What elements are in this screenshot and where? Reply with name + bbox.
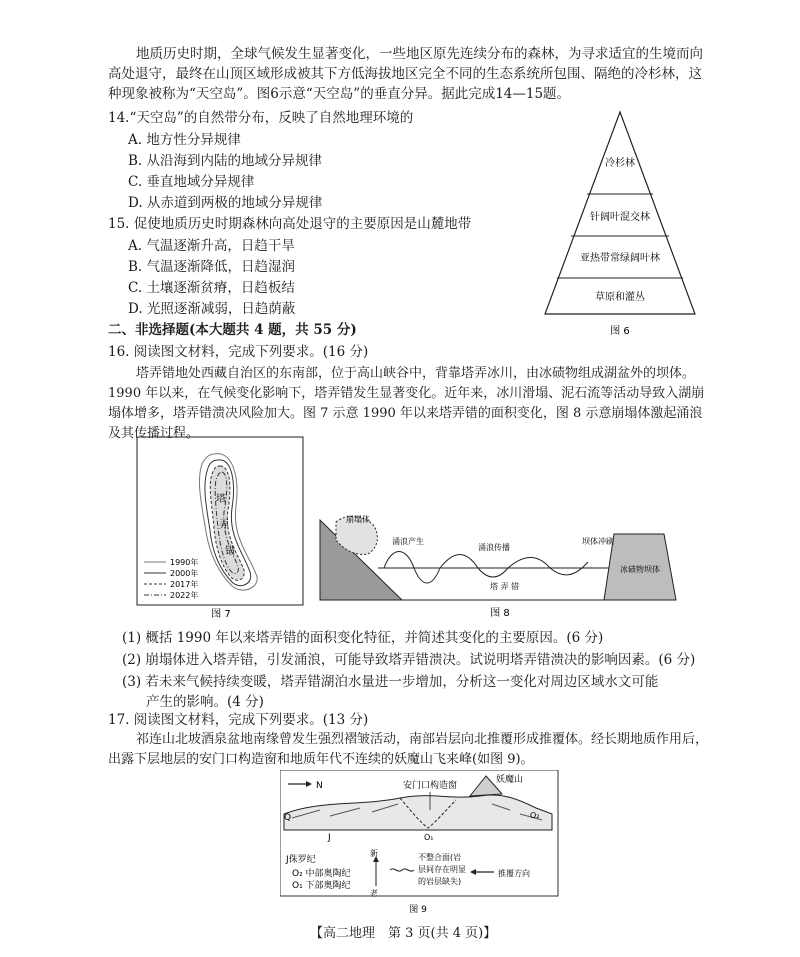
fig9-legend-thrust: 推覆方向 (498, 869, 530, 878)
fig9-legend-unconf-3: 的岩层缺失) (418, 877, 462, 886)
figure-8-surge-process (318, 510, 692, 620)
q16-sub-3b: 产生的影响。(4 分) (146, 694, 264, 710)
q14-option-d: D. 从赤道到两极的地域分异规律 (128, 195, 323, 211)
fig7-legend-2022: 2022年 (170, 591, 199, 600)
figure-6-sky-island (535, 108, 705, 340)
fig9-north: N (316, 781, 323, 791)
section-2-header: 二、非选择题(本大题共 4 题，共 55 分) (108, 322, 357, 338)
fig7-lake-char-3: 错 (225, 546, 235, 557)
fig9-legend-unconf-2: 层间存在明显 (418, 865, 466, 874)
fig9-o2: O₂ (530, 811, 540, 820)
fig8-label-impact: 坝体冲刷 (582, 537, 614, 546)
fig7-lake-char-2: 弄 (219, 520, 229, 531)
q16-sub-1: (1) 概括 1990 年以来塔弄错的面积变化特征，并简述其变化的主要原因。(6 分) (122, 630, 604, 646)
fig9-legend-new: 新 (370, 849, 378, 858)
fig6-zone-fir: 冷杉林 (605, 158, 635, 169)
q14-option-a: A. 地方性分异规律 (128, 132, 241, 148)
fig7-lake-char-1: 塔 (216, 494, 226, 505)
fig6-zone-evergreen: 亚热带常绿阔叶林 (580, 253, 660, 264)
fig9-legend-j: J侏罗纪 (286, 855, 316, 865)
fig9-legend-o1: O₁ 下部奥陶纪 (292, 881, 351, 891)
fig9-q: Q (284, 813, 292, 823)
fig9-klippe: 妖魔山 (496, 775, 524, 785)
fig8-label-lake: 塔 弄 错 (490, 582, 520, 591)
fig7-legend-2017: 2017年 (170, 580, 199, 589)
intro-paragraph: 地质历史时期，全球气候发生显著变化，一些地区原先连续分布的森林，为寻求适宜的生境而向高处退守，最终在山顶区域形成被其下方低海拔地区完全不同的生态系统所包围、隔绝的冷杉林，这种现象被称为“天空岛”。图6示意“天空岛”的垂直分异。据此完成14—15题。 (108, 46, 703, 102)
q14-option-b: B. 从沿海到内陆的地域分异规律 (128, 153, 323, 169)
question-14-stem: 14.“天空岛”的自然带分布，反映了自然地理环境的 (108, 110, 414, 126)
question-16-material: 塔弄错地处西藏自治区的东南部，位于高山峡谷中，背靠塔弄冰川，由冰碛物组成湖盆外的坝体。1990 年以来，在气候变化影响下，塔弄错发生显著变化。近年来，冰川滑塌、泥石流等活动导致入湖崩塌体增多，塔弄错溃决风险加大。图 7 示意 1990 年以来塔弄错的面积变化，图 8 示意崩塌体激起涌浪及其传播过程。 (108, 366, 705, 441)
q15-option-a: A. 气温逐渐升高，日趋干旱 (128, 238, 295, 254)
q16-sub-2: (2) 崩塌体进入塔弄错，引发涌浪，可能导致塔弄错溃决。试说明塔弄错溃决的影响因素。(6 分) (122, 652, 696, 668)
q15-option-b: B. 气温逐渐降低，日趋湿润 (128, 259, 296, 275)
fig8-label-spread: 涌浪传播 (478, 543, 510, 552)
fig7-caption: 图 7 (211, 609, 231, 620)
fig9-legend-unconf-1: 不整合面(岩 (418, 853, 462, 862)
fig9-j: J (328, 833, 331, 843)
q14-option-c: C. 垂直地域分异规律 (128, 174, 255, 190)
fig9-caption: 图 9 (409, 905, 427, 915)
question-15-stem: 15. 促使地质历史时期森林向高处退守的主要原因是山麓地带 (108, 216, 472, 232)
q16-sub-3a: (3) 若未来气候持续变暖，塔弄错湖泊水量进一步增加，分析这一变化对周边区域水文可能 (122, 674, 659, 690)
fig7-legend-2000: 2000年 (170, 569, 199, 578)
fig8-label-dam: 冰碛物坝体 (620, 565, 660, 574)
fig8-label-slide: 崩塌体 (346, 515, 370, 524)
question-17-material: 祁连山北坡酒泉盆地南缘曾发生强烈褶皱活动，南部岩层向北推覆形成推覆体。经长期地质作用后，出露下层地层的安门口构造窗和地质年代不连续的妖魔山飞来峰(如图 9)。 (108, 732, 709, 767)
figure-9-thrust-structure (280, 770, 560, 918)
fig9-legend-old: 老 (370, 889, 378, 898)
page-footer: 【高二地理 第 3 页(共 4 页)】 (310, 926, 497, 941)
fig9-o1: O₁ (424, 833, 434, 842)
fig6-zone-mixed: 针阔叶混交林 (590, 212, 650, 223)
question-17-stem: 17. 阅读图文材料，完成下列要求。(13 分) (108, 712, 369, 728)
figure-7-lake-area (136, 436, 306, 620)
fig8-caption: 图 8 (490, 608, 510, 619)
fig8-label-surge: 涌浪产生 (392, 537, 424, 546)
q15-option-d: D. 光照逐渐减弱，日趋荫蔽 (128, 301, 296, 317)
fig7-legend-1990: 1990年 (170, 558, 199, 567)
fig9-legend-o2: O₂ 中部奥陶纪 (292, 869, 351, 879)
question-16-stem: 16. 阅读图文材料，完成下列要求。(16 分) (108, 344, 369, 360)
q15-option-c: C. 土壤逐渐贫瘠，日趋板结 (128, 280, 295, 296)
fig6-zone-grassland: 草原和灌丛 (595, 292, 645, 303)
fig6-caption: 图 6 (610, 326, 630, 337)
fig9-window: 安门口构造窗 (402, 781, 458, 791)
